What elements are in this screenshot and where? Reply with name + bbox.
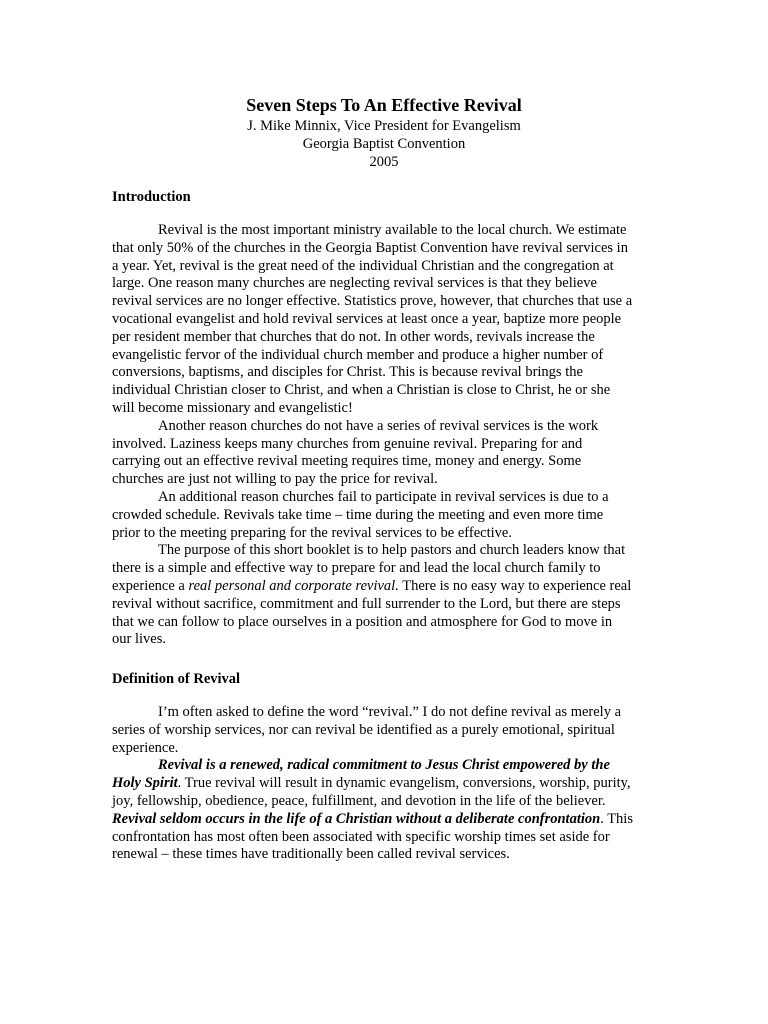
paragraph-line: confrontation has most often been associated with specific worship times set aside for: [112, 828, 610, 845]
text-run: . True revival will result in dynamic evangelism, conversions, worship, purity,: [177, 775, 631, 792]
paragraph-line: per resident member that churches that do not. In other words, revivals increase the: [112, 328, 595, 345]
paragraph-line: [112, 811, 672, 829]
paragraph-line: evangelistic fervor of the individual church member and produce a higher number of: [112, 346, 604, 363]
paragraph-line: Another reason churches do not have a series of revival services is the work: [158, 417, 599, 434]
bold-italic-emphasis: Revival is a renewed, radical commitment to Jesus Christ empowered by the: [158, 757, 610, 774]
paragraph-line: individual Christian closer to Christ, and when a Christian is close to Christ, he or she: [112, 382, 611, 399]
definition-body: [112, 704, 672, 864]
section-heading-introduction: Introduction: [112, 189, 191, 205]
author-line: J. Mike Minnix, Vice President for Evangelism: [247, 118, 521, 134]
paragraph-line: large. One reason many churches are neglecting revival services is that they believe: [112, 275, 597, 292]
paragraph-line: conversions, baptisms, and disciples for Christ. This is because revival brings the: [112, 364, 583, 381]
paragraph-line: carrying out an effective revival meeting requires time, money and energy. Some: [112, 453, 582, 470]
text-run: experience a: [112, 577, 189, 594]
paragraph-line: churches are just not willing to pay the price for revival.: [112, 471, 438, 488]
paragraph-line: involved. Laziness keeps many churches from genuine revival. Preparing for and: [112, 435, 583, 452]
paragraph-line: will become missionary and evangelistic!: [112, 399, 353, 416]
paragraph-line: joy, fellowship, obedience, peace, fulfillment, and devotion in the life of the believer.: [112, 792, 606, 809]
paragraph-line: [112, 578, 672, 596]
year-line: 2005: [369, 154, 399, 170]
paragraph-line: crowded schedule. Revivals take time – time during the meeting and even more time: [112, 506, 604, 523]
bold-italic-emphasis: Revival seldom occurs in the life of a Christian without a deliberate confrontation: [112, 810, 601, 827]
organization-line: Georgia Baptist Convention: [302, 136, 466, 152]
paragraph-line: renewal – these times have traditionally been called revival services.: [112, 846, 510, 863]
paragraph-line: revival without sacrifice, commitment and full surrender to the Lord, but there are steps: [112, 595, 621, 612]
section-heading-definition: Definition of Revival: [112, 671, 241, 687]
paragraph-line: that we can follow to place ourselves in a position and atmosphere for God to move in: [112, 613, 613, 630]
paragraph-line: An additional reason churches fail to participate in revival services is due to a: [158, 488, 609, 505]
paragraph-line: there is a simple and effective way to prepare for and lead the local church family to: [112, 560, 601, 577]
paragraph-line: [112, 757, 672, 775]
text-run: . This: [600, 810, 633, 827]
document-title: Seven Steps To An Effective Revival: [246, 95, 522, 115]
introduction-body: [112, 222, 672, 649]
text-run: There is no easy way to experience real: [398, 577, 632, 594]
paragraph-line: I’m often asked to define the word “revival.” I do not define revival as merely a: [158, 704, 622, 720]
paragraph-line: experience.: [112, 739, 179, 756]
paragraph-line: The purpose of this short booklet is to help pastors and church leaders know that: [158, 542, 626, 559]
paragraph-line: Revival is the most important ministry available to the local church. We estimate: [158, 222, 627, 238]
paragraph-line: revival services are no longer effective. Statistics prove, however, that churches that use a: [112, 293, 633, 310]
paragraph-line: prior to the meeting preparing for the revival services to be effective.: [112, 524, 512, 541]
paragraph-line: our lives.: [112, 631, 166, 648]
paragraph-line: a year. Yet, revival is the great need of the individual Christian and the congregation at: [112, 257, 614, 274]
paragraph-line: series of worship services, nor can revival be identified as a purely emotional, spiritual: [112, 721, 615, 738]
bold-italic-emphasis: Holy Spirit: [112, 775, 178, 792]
paragraph-line: [112, 775, 672, 793]
paragraph-line: that only 50% of the churches in the Georgia Baptist Convention have revival services in: [112, 239, 628, 256]
italic-emphasis: real personal and corporate revival.: [188, 577, 399, 594]
paragraph-line: vocational evangelist and hold revival services at least once a year, baptize more people: [112, 310, 622, 327]
